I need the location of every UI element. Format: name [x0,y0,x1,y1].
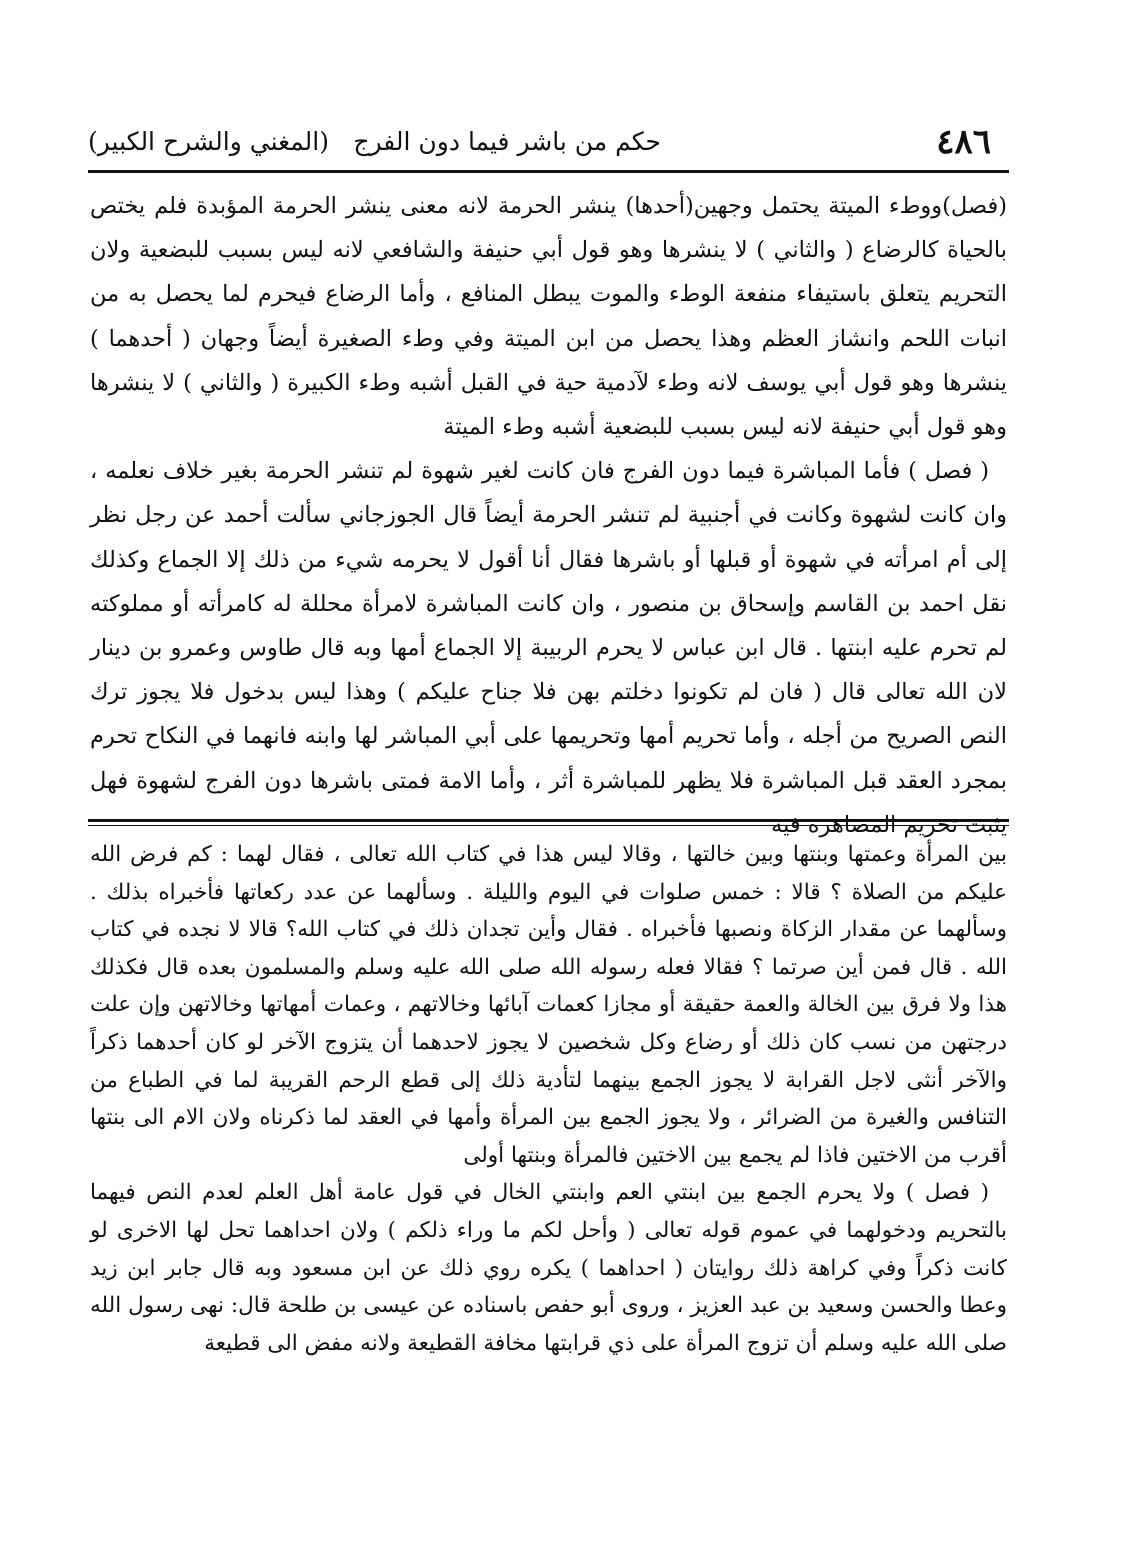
page-number: ٤٨٦ [936,122,991,162]
main-paragraph: ( فصل ) فأما المباشرة فيما دون الفرج فان كانت لغير شهوة لم تنشر الحرمة بغير خلاف نعلمه ، وان كانت لشهوة وكانت في أجنبية لم تنشر الحرمة أيضاً قال الجوزجاني سألت أحمد عن رجل نظر إلى أم امرأته في شهوة أو قبلها أو باشرها فقال أنا أقول لا يحرمه شيء من ذلك إلا الجماع وكذلك نقل احمد بن القاسم وإسحاق بن منصور ، وان كانت المباشرة لامرأة محللة له كامرأته أو مملوكته لم تحرم عليه ابنتها . قال ابن عباس لا يحرم الربيبة إلا الجماع أمها وبه قال طاوس وعمرو بن دينار لان الله تعالى قال ( فان لم تكونوا دخلتم بهن فلا جناح عليكم ) وهذا ليس بدخول فلا يجوز ترك النص الصريح من أجله ، وأما تحريم أمها وتحريمها على أبي المباشر لها وابنه فانهما في النكاح تحرم بمجرد العقد قبل المباشرة فلا يظهر للمباشرة أثر ، وأما الامة فمتى باشرها دون الفرج لشهوة فهل يثبت تحريم المصاهرة فيه [90,458,1007,838]
commentary-paragraph: ( فصل ) ولا يحرم الجمع بين ابنتي العم وابنتي الخال في قول عامة أهل العلم لعدم النص فيهما بالتحريم ودخولهما في عموم قوله تعالى ( وأحل لكم ما وراء ذلكم ) ولان احداهما تحل لها الاخرى لو كانت ذكراً وفي كراهة ذلك روايتان ( احداهما ) يكره روي ذلك عن ابن مسعود وبه قال جابر ابن زيد وعطا والحسن وسعيد بن عبد العزيز ، وروى أبو حفص باسناده عن عيسى بن طلحة قال: نهى رسول الله صلى الله عليه وسلم أن تزوج المرأة على ذي قرابتها مخافة القطيعة ولانه مفض الى قطيعة [90,1180,1007,1356]
header-divider [88,170,1009,173]
main-text [90,184,1007,847]
page-title: حكم من باشر فيما دون الفرج [353,127,661,156]
section-divider [88,819,1009,826]
commentary-paragraph: بين المرأة وعمتها وبنتها وبين خالتها ، وقالا ليس هذا في كتاب الله تعالى ، فقال لهما : كم فرض الله عليكم من الصلاة ؟ قالا : خمس صلوات في اليوم والليلة . وسألهما عن عدد ركعاتها فأخبراه بذلك . وسألهما عن مقدار الزكاة ونصبها فأخبراه . فقال وأين تجدان ذلك في كتاب الله؟ قالا لا نجده في كتاب الله . قال فمن أين صرتما ؟ فقالا فعله رسوله الله صلى الله عليه وسلم والمسلمون بعده قال فكذلك هذا ولا فرق بين الخالة والعمة حقيقة أو مجازا كعمات آبائها وخالاتهم ، وعمات أمهاتها وخالاتهن وإن علت درجتهن من نسب كان ذلك أو رضاع وكل شخصين لا يجوز لاحدهما أن يتزوج الآخر لو كان أحدهما ذكراً والآخر أنثى لاجل القرابة لا يجوز الجمع بينهما لتأدية ذلك إلى قطع الرحم القريبة لما في الطباع من التنافس والغيرة من الضرائر ، ولا يجوز الجمع بين المرأة وأمها في العقد لما ذكرناه ولان الام الى بنتها أقرب من الاختين فاذا لم يجمع بين الاختين فالمرأة وبنتها أولى [90,842,1007,1168]
page-header [88,120,991,170]
commentary-text [90,836,1007,1362]
book-title: (المغني والشرح الكبير) [88,127,329,156]
main-paragraph: (فصل)ووطء الميتة يحتمل وجهين(أحدها) ينشر الحرمة لانه معنى ينشر الحرمة المؤبدة فلم يختص بالحياة كالرضاع ( والثاني ) لا ينشرها وهو قول أبي حنيفة والشافعي لانه ليس بسبب للبضعية ولان التحريم يتعلق باستيفاء منفعة الوطء والموت يبطل المنافع ، وأما الرضاع فيحرم لما يحصل به من انبات اللحم وانشاز العظم وهذا يحصل من ابن الميتة وفي وطء الصغيرة أيضاً وجهان ( أحدهما ) ينشرها وهو قول أبي يوسف لانه وطء لآدمية حية في القبل أشبه وطء الكبيرة ( والثاني ) لا ينشرها وهو قول أبي حنيفة لانه ليس بسبب للبضعية أشبه وطء الميتة [90,193,1007,441]
